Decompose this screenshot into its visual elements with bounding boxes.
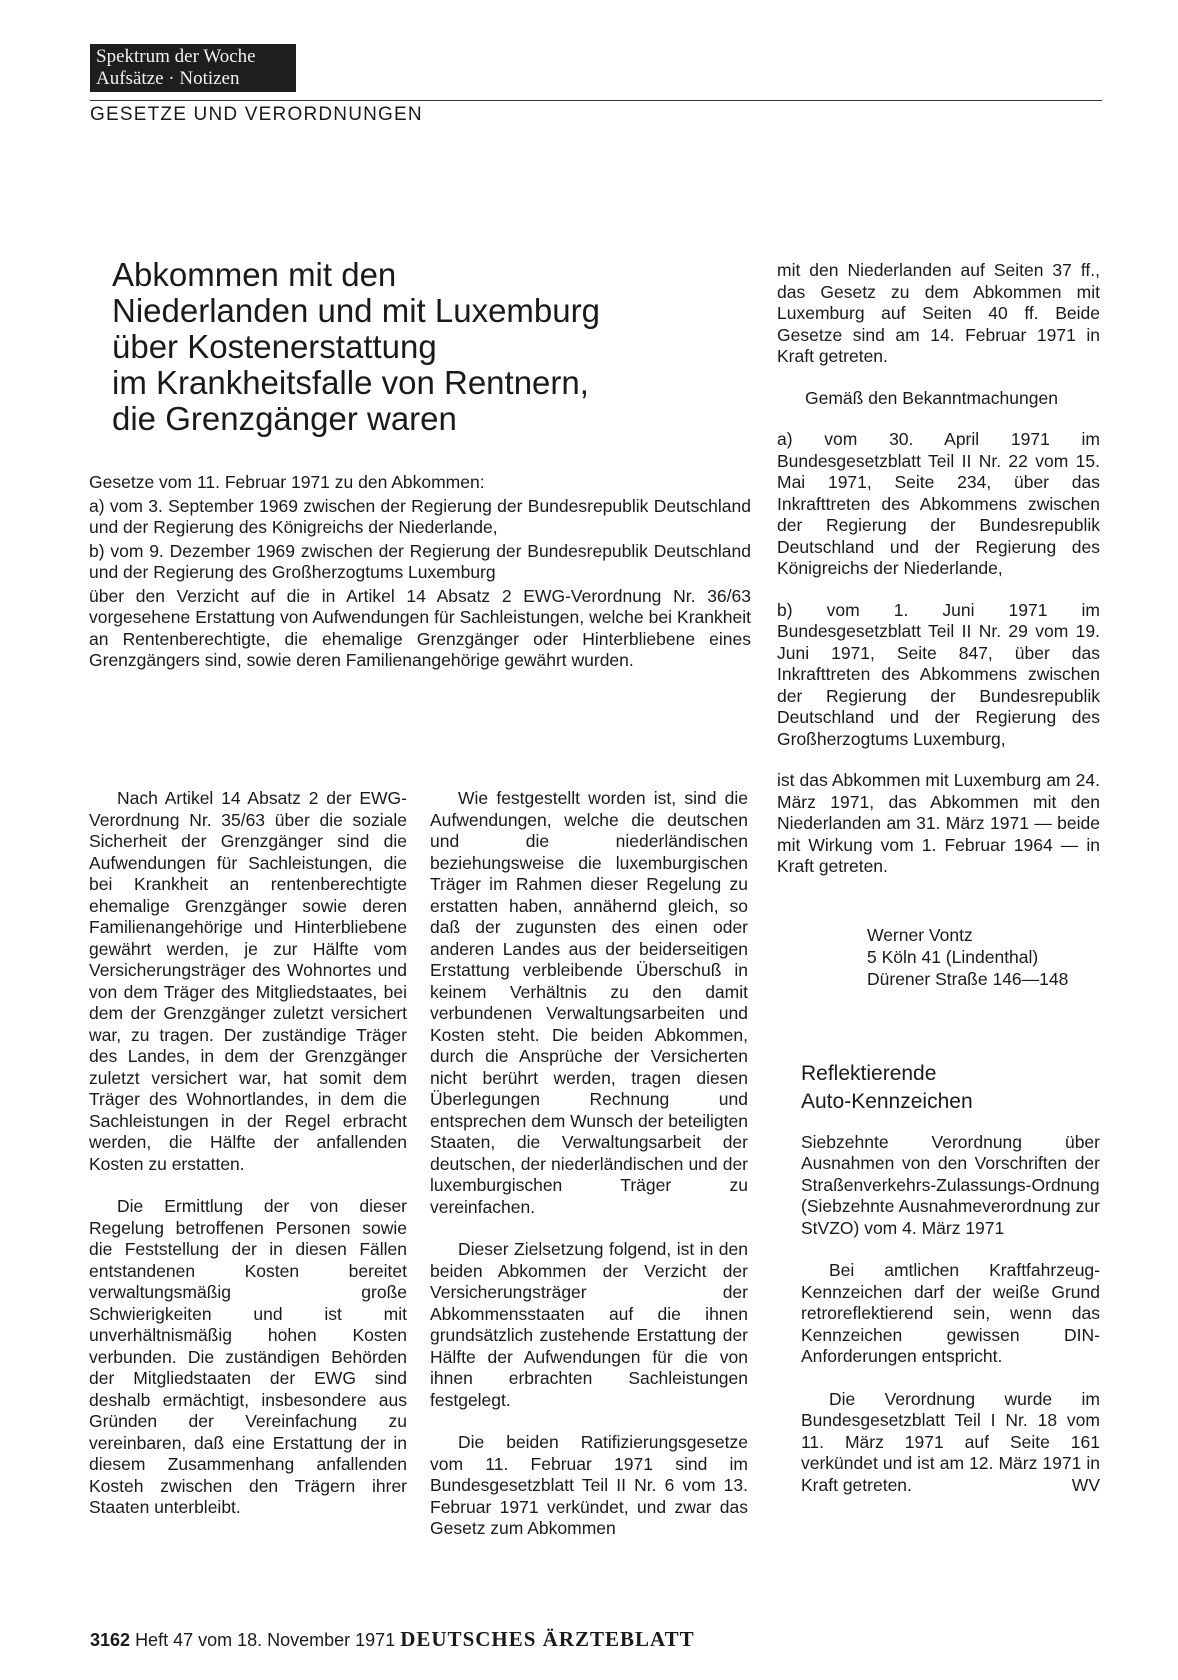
author-address-line: 5 Köln 41 (Lindenthal): [867, 946, 1039, 967]
notice-intro-text: Siebzehnte Verordnung über Ausnahmen von den Vorschriften der Straßenverkehrs-Zulassungs-Ordnung (Siebzehnte Ausnahmeverordnung zur StVZO) vom 4. März 1971: [801, 1131, 1100, 1238]
category-title: GESETZE UND VERORDNUNGEN: [90, 104, 423, 125]
body-paragraph: Die beiden Ratifizierungsgesetze vom 11. Februar 1971 sind im Bundesgesetzblatt Teil II Nr. 6 vom 13. Februar 1971 verkündet, und zwar das Gesetz zum Abkommen: [430, 1432, 748, 1538]
announcement-a: a) vom 30. April 1971 im Bundesgesetzblatt Teil II Nr. 22 vom 15. Mai 1971, Seite 234, über das Inkrafttreten des Abkommens zwischen der Regierung der Bundesrepublik Deutschland und der Regierung des Königreichs der Niederlande,: [777, 429, 1100, 578]
notice-title-line: Auto-Kennzeichen: [801, 1089, 973, 1113]
notice-paragraph-text: Die Verordnung wurde im Bundesgesetzblatt Teil I Nr. 18 vom 11. März 1971 auf Seite 161 verkündet und ist am 12. März 1971 in Kraft getreten.: [801, 1388, 1100, 1495]
intro-line: Gesetze vom 11. Februar 1971 zu den Abkommen:: [89, 472, 485, 492]
section-label-line-2: Aufsätze · Notizen: [96, 68, 240, 89]
article-title: [112, 257, 712, 437]
magazine-name: DEUTSCHES ÄRZTEBLATT: [400, 1627, 695, 1651]
intro-item-a: a) vom 3. September 1969 zwischen der Regierung der Bundesrepublik Deutschland und der Regierung des Königreichs der Niederlande,: [89, 495, 751, 537]
page-number: 3162: [90, 1630, 131, 1650]
issue-info: Heft 47 vom 18. November 1971: [135, 1630, 396, 1650]
body-paragraph: Gemäß den Bekanntmachungen: [805, 387, 1058, 408]
page-footer: [90, 1627, 695, 1652]
article-column-3: [777, 260, 1100, 1496]
title-line: Abkommen mit den: [112, 256, 397, 293]
title-line: die Grenzgänger waren: [112, 400, 457, 437]
title-line: Niederlanden und mit Luxemburg: [112, 292, 600, 329]
body-paragraph: Nach Artikel 14 Absatz 2 der EWG-Verordnung Nr. 35/63 über die soziale Sicherheit der Grenzgänger sind die Aufwendungen für Sachleistungen, die bei Krankheit an rentenberechtigte ehemalige Grenzgänger sowie deren Familienangehörige und Hinterbliebene gewährt werden, je zur Hälfte vom Versicherungsträger des Wohnortes und von dem Träger des Mitgliedstaates, bei dem der Grenzgänger zuletzt versichert war, zu tragen. Der zuständige Träger des Landes, in dem der Grenzgänger zuletzt versichert war, hat somit dem Träger des Wohnortlandes, in dem die Sachleistungen in der Regel erbracht werden, die Hälfte der anfallenden Kosten zu erstatten.: [89, 788, 407, 1174]
title-line: im Krankheitsfalle von Rentnern,: [112, 364, 589, 401]
body-paragraph: Dieser Zielsetzung folgend, ist in den beiden Abkommen der Verzicht der Versicherungsträger der Abkommensstaaten auf die ihnen grundsätzlich zustehende Erstattung der Hälfte der Aufwendungen für die von ihnen erbrachten Sachleistungen festgelegt.: [430, 1239, 748, 1410]
intro-item-b: b) vom 9. Dezember 1969 zwischen der Regierung der Bundesrepublik Deutschland und der Regierung des Großherzogtums Luxemburg: [89, 540, 751, 582]
header-rule: [90, 100, 1102, 101]
notice-paragraph: Bei amtlichen Kraftfahrzeug-Kennzeichen darf der weiße Grund retroreflektierend sein, wenn das Kennzeichen gewissen DIN-Anforderungen entspricht.: [801, 1260, 1100, 1366]
section-label: [90, 44, 296, 92]
body-paragraph: mit den Niederlanden auf Seiten 37 ff., das Gesetz zu dem Abkommen mit Luxemburg auf Seiten 40 ff. Beide Gesetze sind am 14. Februar 1971 in Kraft getreten.: [777, 260, 1100, 366]
article-column-1: [89, 788, 407, 1540]
section-label-line-1: Spektrum der Woche: [96, 46, 256, 67]
author-address-line: Dürener Straße 146—148: [867, 968, 1069, 989]
notice-paragraph: [801, 1389, 1100, 1497]
author-signature: [867, 924, 1100, 990]
body-paragraph: ist das Abkommen mit Luxemburg am 24. März 1971, das Abkommen mit den Niederlanden am 31. März 1971 — beide mit Wirkung vom 1. Februar 1964 — in Kraft getreten.: [777, 770, 1100, 876]
body-paragraph: Die Ermittlung der von dieser Regelung betroffenen Personen sowie die Feststellung der in diesen Fällen entstandenen Kosten bereitet verwaltungsmäßig große Schwierigkeiten und ist mit unverhältnismäßig hohen Kosten verbunden. Die zuständigen Behörden der Mitgliedstaaten der EWG sind deshalb ermächtigt, insbesondere aus Gründen der Vereinfachung zu vereinbaren, daß eine Erstattung der in diesem Zusammenhang anfallenden Kosteh zwischen den Trägern ihrer Staaten unterbleibt.: [89, 1196, 407, 1517]
announcement-b: b) vom 1. Juni 1971 im Bundesgesetzblatt Teil II Nr. 29 vom 19. Juni 1971, Seite 847, über das Inkrafttreten des Abkommens zwischen der Regierung der Bundesrepublik Deutschland und der Regierung des Großherzogtums Luxemburg,: [777, 599, 1100, 749]
article-column-2: [430, 788, 748, 1561]
intro-subject: über den Verzicht auf die in Artikel 14 Absatz 2 EWG-Verordnung Nr. 36/63 vorgesehene Erstattung von Aufwendungen für Sachleistungen, welche bei Krankheit an Rentenberechtigte, die ehemalige Grenzgänger oder Hinterbliebene eines Grenzgängers sind, sowie deren Familienangehörige gewährt wurden.: [89, 585, 751, 670]
notice-title: [801, 1060, 1100, 1116]
notice-author: WV: [1071, 1474, 1100, 1495]
notice-intro: [801, 1132, 1100, 1240]
author-name: Werner Vontz: [867, 924, 973, 945]
notice-body: [801, 1260, 1100, 1496]
article-intro: [89, 472, 751, 672]
title-line: über Kostenerstattung: [112, 328, 437, 365]
notice-title-line: Reflektierende: [801, 1061, 937, 1085]
body-paragraph: Wie festgestellt worden ist, sind die Aufwendungen, welche die deutschen und die niederländischen beziehungsweise die luxemburgischen Träger im Rahmen dieser Regelung zu erstatten haben, annähernd gleich, so daß der zugunsten des einen oder anderen Landes aus der beiderseitigen Erstattung verbleibende Überschuß in keinem Verhältnis zu den damit verbundenen Verwaltungsarbeiten und Kosten steht. Die beiden Abkommen, durch die Ansprüche der Versicherten nicht berührt werden, tragen diesen Überlegungen Rechnung und entsprechen dem Wunsch der beteiligten Staaten, die Verwaltungsarbeit der deutschen, der niederländischen und der luxemburgischen Träger zu vereinfachen.: [430, 788, 748, 1217]
